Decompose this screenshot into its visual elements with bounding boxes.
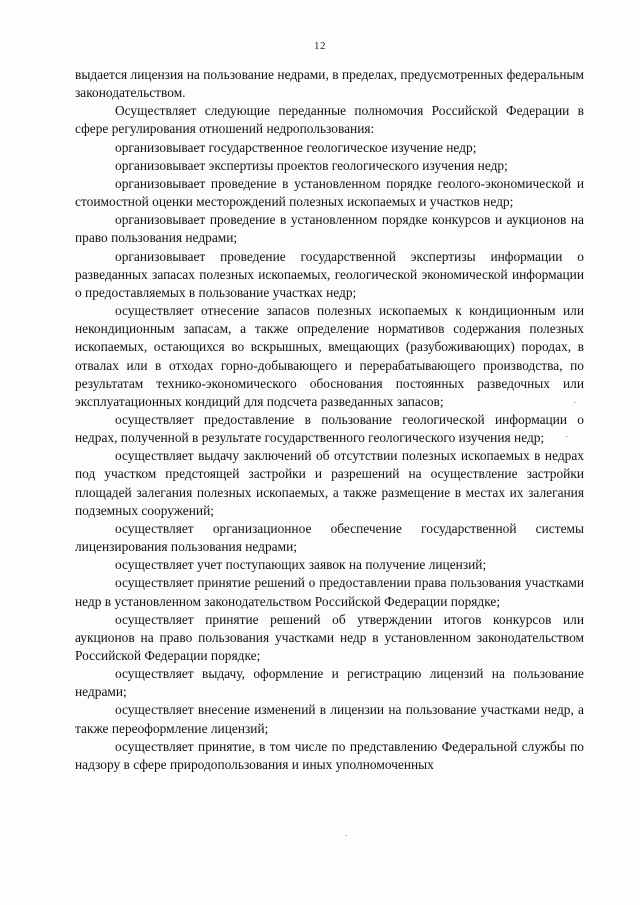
page-number: 12 [314, 40, 326, 52]
scan-speck [566, 436, 568, 437]
paragraph-item: осуществляет выдачу, оформление и регистрацию лицензий на пользование недрами; [75, 666, 584, 700]
paragraph-item: организовывает государственное геологическое изучение недр; [115, 139, 477, 155]
scan-speck [345, 835, 347, 836]
paragraph-item: осуществляет предоставление в пользование геологической информации о недрах, полученной в результате государственного геологического изучения недр; [75, 411, 584, 446]
paragraph-item: осуществляет выдачу заключений об отсутствии полезных ископаемых в недрах под участком предстоящей застройки и разрешений на осуществление застройки площадей залегания полезных ископаемых, а также размещение в местах их залегания подземных сооружений; [75, 448, 584, 518]
paragraph-item: осуществляет внесение изменений в лицензии на пользование участками недр, а также переоформление лицензий; [75, 702, 584, 736]
paragraph-intro: Осуществляет следующие переданные полномочия Российской Федерации в сфере регулирования отношений недропользования: [75, 103, 584, 137]
paragraph-item: осуществляет принятие решений об утверждении итогов конкурсов или аукционов на право пользования участками недр в установленном законодательством Российской Федерации порядке; [75, 611, 584, 663]
paragraph-item: осуществляет принятие, в том числе по представлению Федеральной службы по надзору в сфере природопользования и иных уполномоченных [75, 738, 584, 772]
paragraph-continuation: выдается лицензия на пользование недрами, в пределах, предусмотренных федеральным законодательством. [75, 67, 584, 101]
paragraph-item: осуществляет учет поступающих заявок на получение лицензий; [115, 557, 487, 573]
paragraph-item: осуществляет организационное обеспечение государственной системы лицензирования пользования недрами; [75, 520, 584, 555]
document-body [75, 66, 584, 774]
paragraph-item: организовывает экспертизы проектов геологического изучения недр; [115, 157, 508, 173]
scan-speck [574, 402, 576, 403]
paragraph-item: организовывает проведение государственной экспертизы информации о разведанных запасах полезных ископаемых, геологической экономической информации о предоставляемых в пользование участках недр; [75, 248, 584, 300]
paragraph-item: осуществляет отнесение запасов полезных ископаемых к кондиционным или некондиционным запасам, а также определение нормативов содержания полезных ископаемых, остающихся во вскрышных, вмещающих (разубоживающих) породах, в отвалах или в отходах горно-добывающего и перерабатывающего производства, по результатам технико-экономического обоснования постоянных разведочных или эксплуатационных кондиций для подсчета разведанных запасов; [75, 303, 584, 409]
paragraph-item: организовывает проведение в установленном порядке конкурсов и аукционов на право пользования недрами; [75, 212, 584, 246]
paragraph-item: осуществляет принятие решений о предоставлении права пользования участками недр в установленном законодательством Российской Федерации порядке; [75, 575, 584, 609]
paragraph-item: организовывает проведение в установленном порядке геолого-экономической и стоимостной оценки месторождений полезных ископаемых и участков недр; [75, 175, 584, 210]
